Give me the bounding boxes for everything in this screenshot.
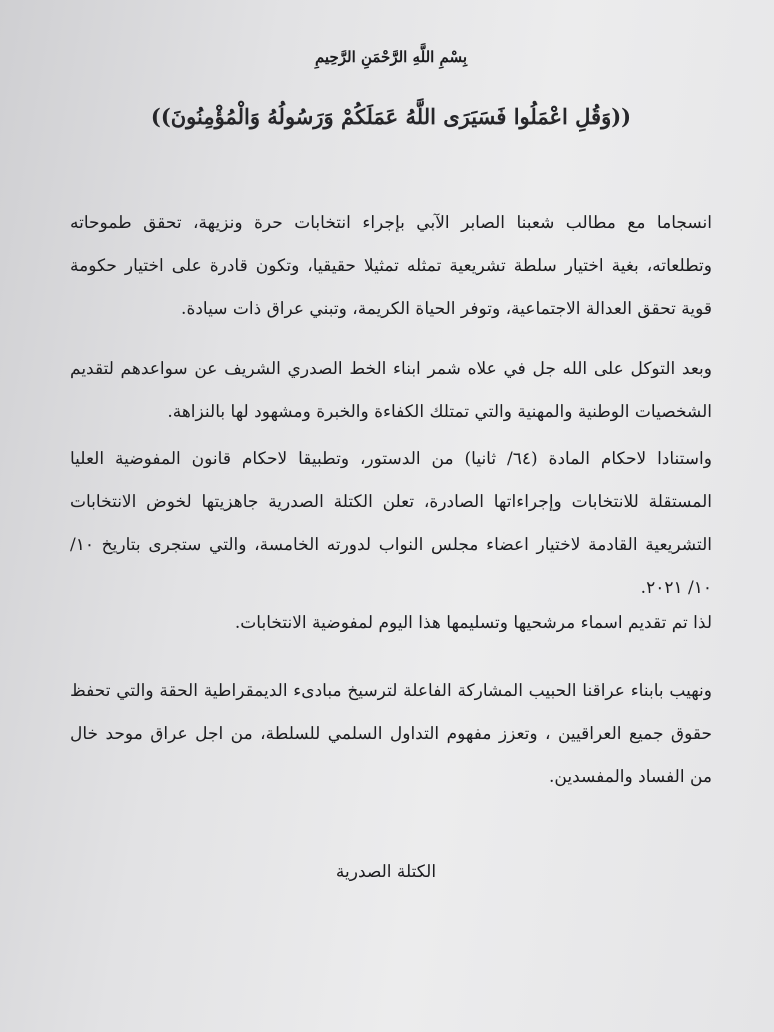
paragraph-1: انسجاما مع مطالب شعبنا الصابر الآبي بإجراء انتخابات حرة ونزيهة، تحقق طموحاته وتطلعاته، بغية اختيار سلطة تشريعية تمثله تمثيلا حقيقيا، وتكون قادرة على اختيار حكومة قوية تحقق العدالة الاجتماعية، وتوفر الحياة الكريمة، وتبني عراق ذات سيادة.	[70, 213, 712, 319]
paragraph-3: واستنادا لاحكام المادة (٦٤/ ثانيا) من الدستور، وتطبيقا لاحكام قانون المفوضية العليا المستقلة للانتخابات وإجراءاتها الصادرة، تعلن الكتلة الصدرية جاهزيتها لخوض الانتخابات التشريعية القادمة لاختيار اعضاء مجلس النواب لدورته الخامسة، والتي ستجرى بتاريخ ١٠/ ١٠/ ٢٠٢١.	[70, 449, 712, 598]
basmala-heading: بِسْمِ اللَّهِ الرَّحْمَنِ الرَّحِيمِ	[314, 48, 468, 66]
quran-verse: ((وَقُلِ اعْمَلُوا فَسَيَرَى اللَّهُ عَمَلَكُمْ وَرَسُولُهُ وَالْمُؤْمِنُونَ))	[150, 104, 632, 129]
signature-block: الكتلة الصدرية	[335, 862, 437, 882]
paragraph-2: وبعد التوكل على الله جل في علاه شمر ابناء الخط الصدري الشريف عن سواعدهم لتقديم الشخصيات الوطنية والمهنية والتي تمتلك الكفاءة والخبرة ومشهود لها بالنزاهة.	[70, 359, 712, 422]
paragraph-5: ونهيب بابناء عراقنا الحبيب المشاركة الفاعلة لترسيخ مبادىء الديمقراطية الحقة والتي تحفظ حقوق جميع العراقيين ، وتعزز مفهوم التداول السلمي للسلطة، من اجل عراق موحد خال من الفساد والمفسدين.	[70, 681, 712, 787]
document-body	[70, 0, 712, 1032]
paragraph-4: لذا تم تقديم اسماء مرشحيها وتسليمها هذا اليوم لمفوضية الانتخابات.	[234, 613, 712, 633]
